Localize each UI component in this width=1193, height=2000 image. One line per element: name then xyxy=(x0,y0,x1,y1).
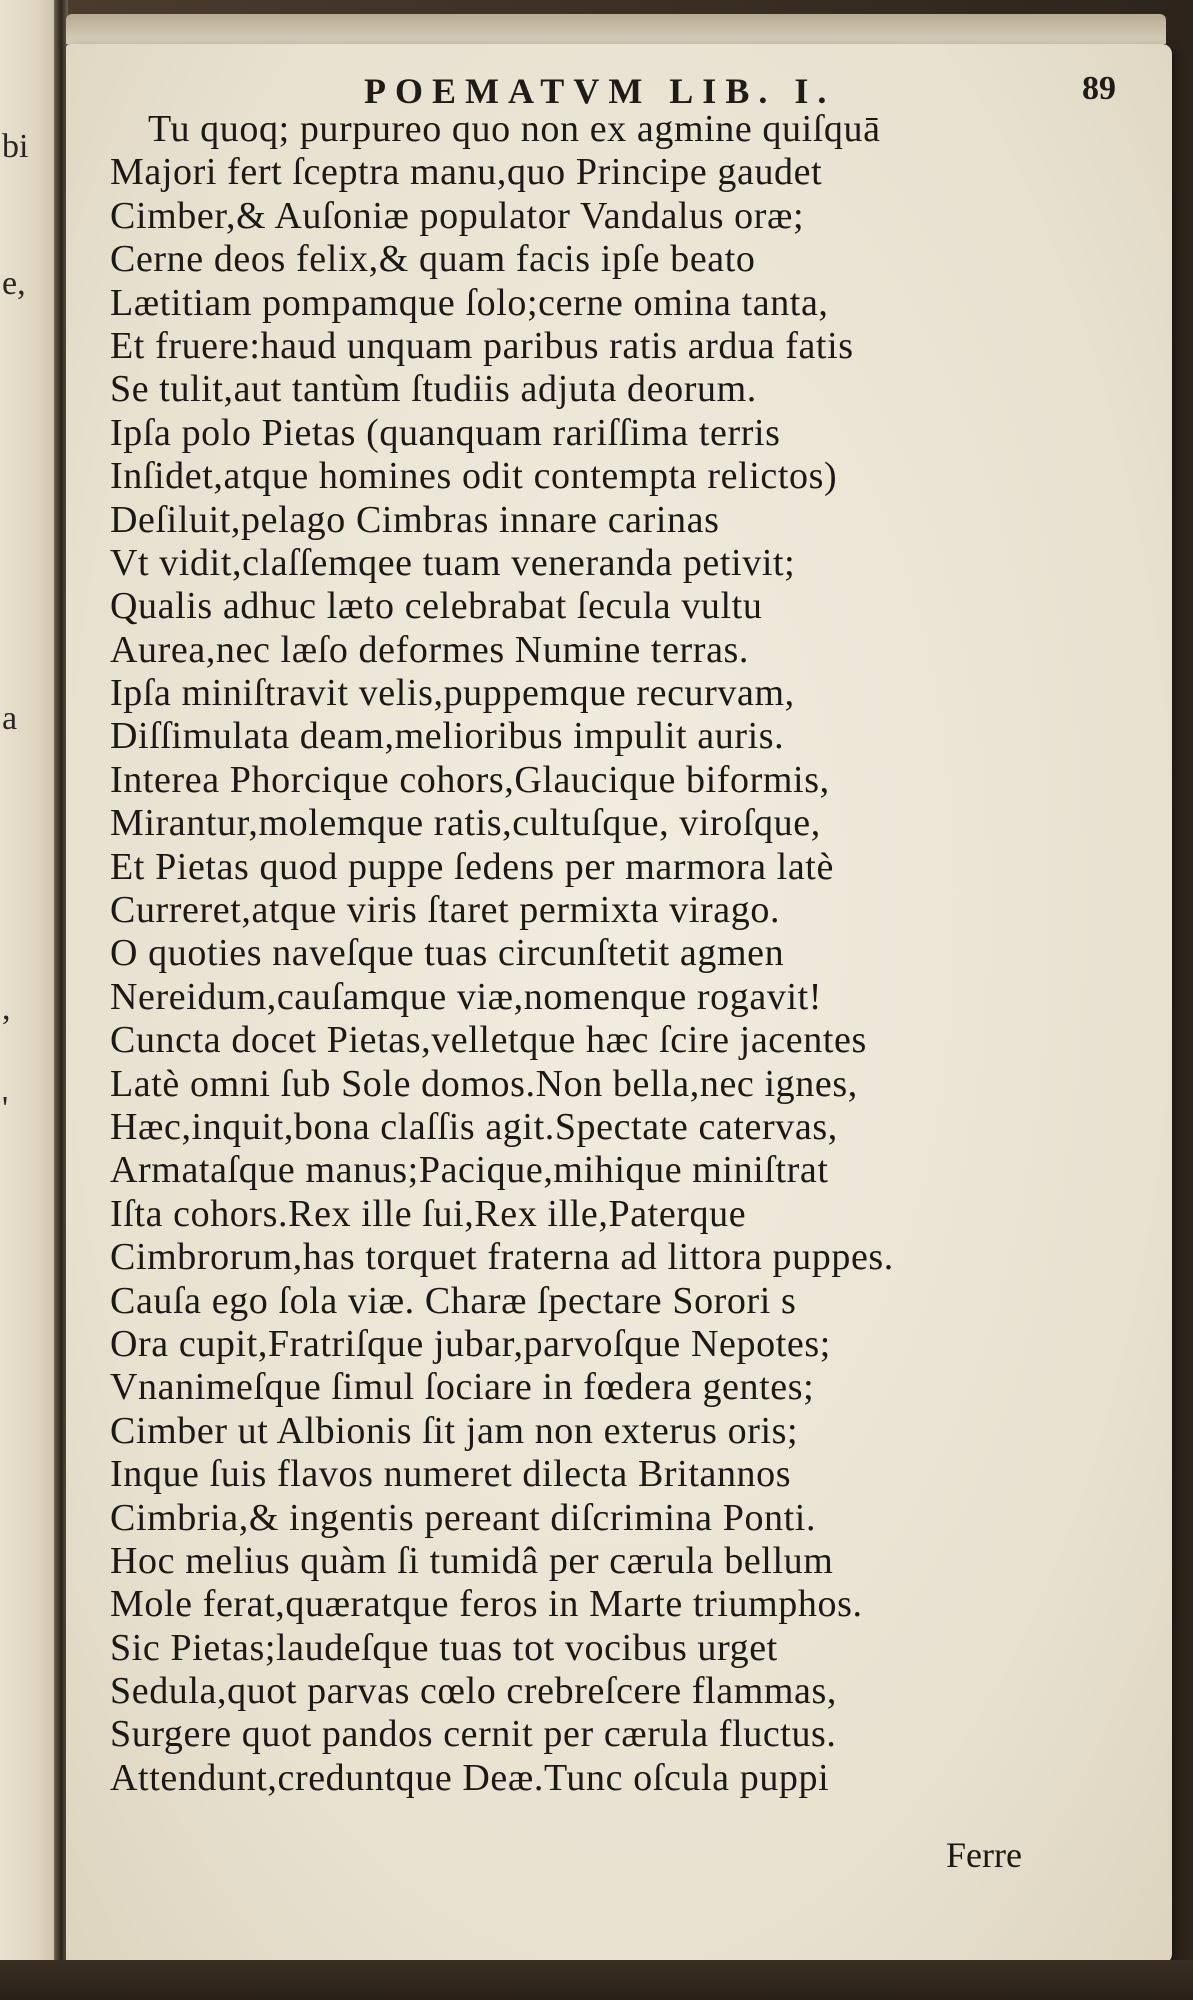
verse-line: Tu quoq; purpureo quo non ex agmine quiſquā xyxy=(148,108,881,150)
verse-line: Curreret,atque viris ſtaret permixta virago. xyxy=(110,889,781,932)
verse-line: Attendunt,creduntque Deæ.Tunc oſcula puppi xyxy=(110,1756,830,1799)
verse-line: Et fruere:haud unquam paribus ratis ardua fatis xyxy=(110,324,854,367)
verse-line: Diſſimulata deam,melioribus impulit auris. xyxy=(110,715,785,758)
verse-line: Inſidet,atque homines odit contempta relictos) xyxy=(110,455,838,498)
verse-line: Cimber ut Albionis ſit jam non exterus oris; xyxy=(110,1409,799,1452)
verse-line: Aurea,nec læſo deformes Numine terras. xyxy=(110,628,750,671)
left-margin-fragment: ' xyxy=(2,1090,9,1127)
verse-line: Vnanimeſque ſimul ſociare in fœdera gentes; xyxy=(110,1366,815,1409)
left-margin-fragment: bi xyxy=(2,128,29,165)
verse-line: Cuncta docet Pietas,velletque hæc ſcire jacentes xyxy=(110,1019,867,1062)
verse-line: Qualis adhuc læto celebrabat ſecula vultu xyxy=(110,585,763,628)
verse-line: Armataſque manus;Pacique,mihique miniſtrat xyxy=(110,1149,829,1192)
verse-line: Sic Pietas;laudeſque tuas tot vocibus urget xyxy=(110,1626,778,1669)
left-margin-fragment: , xyxy=(2,990,11,1027)
verse-line: Sedula,quot parvas cœlo crebreſcere flammas, xyxy=(110,1670,837,1713)
left-margin-fragment: a xyxy=(2,700,18,737)
verse-line: Iſta cohors.Rex ille ſui,Rex ille,Paterque xyxy=(110,1192,747,1235)
binding-bottom-edge xyxy=(0,1960,1193,2000)
verse-line: Ipſa miniſtravit velis,puppemque recurvam, xyxy=(110,672,795,715)
verse-line: Majori fert ſceptra manu,quo Principe gaudet xyxy=(110,151,823,194)
page-top-edge xyxy=(66,14,1166,44)
verse-line: Hæc,inquit,bona claſſis agit.Spectate catervas, xyxy=(110,1105,838,1148)
verse-line: Ipſa polo Pietas (quanquam rariſſima terris xyxy=(110,411,781,454)
verse-line: Ora cupit,Fratriſque jubar,parvoſque Nepotes; xyxy=(110,1322,831,1365)
book-page xyxy=(66,44,1172,1964)
catchword: Ferre xyxy=(946,1835,1022,1875)
verse-line: Cimber,& Auſoniæ populator Vandalus oræ; xyxy=(110,194,805,237)
left-margin-fragment: e, xyxy=(2,265,26,302)
verse-line: Cimbria,& ingentis pereant diſcrimina Ponti. xyxy=(110,1496,817,1539)
running-head: POEMATVM LIB. I. xyxy=(364,71,836,111)
verse-line: Mirantur,molemque ratis,cultuſque, viroſque, xyxy=(110,802,821,845)
verse-line: Deſiluit,pelago Cimbras innare carinas xyxy=(110,498,720,541)
verse-line: Cerne deos felix,& quam facis ipſe beato xyxy=(110,238,756,281)
verse-line: Cauſa ego ſola viæ. Charæ ſpectare Sorori s xyxy=(110,1279,797,1322)
verse-line: Mole ferat,quæratque feros in Marte triumphos. xyxy=(110,1583,863,1626)
verse-line: Cimbrorum,has torquet fraterna ad littora puppes. xyxy=(110,1236,894,1279)
verse-line: Surgere quot pandos cernit per cærula fluctus. xyxy=(110,1713,837,1756)
verse-line: Se tulit,aut tantùm ſtudiis adjuta deorum. xyxy=(110,368,757,411)
poem-text xyxy=(110,108,1070,1800)
verse-line: Hoc melius quàm ſi tumidâ per cærula bellum xyxy=(110,1539,834,1582)
verse-line: Inque ſuis flavos numeret dilecta Britannos xyxy=(110,1453,792,1496)
verse-line: Latè omni ſub Sole domos.Non bella,nec ignes, xyxy=(110,1062,858,1105)
verse-line: Et Pietas quod puppe ſedens per marmora latè xyxy=(110,845,834,888)
left-facing-page-edge xyxy=(0,0,56,2000)
verse-line: Interea Phorcique cohors,Glaucique biformis, xyxy=(110,758,830,801)
verse-line: O quoties naveſque tuas circunſtetit agmen xyxy=(110,932,785,975)
page-number: 89 xyxy=(1082,70,1116,107)
verse-line: Vt vidit,claſſemqee tuam veneranda petivit; xyxy=(110,541,796,584)
verse-line: Lætitiam pompamque ſolo;cerne omina tanta, xyxy=(110,281,829,324)
verse-line: Nereidum,cauſamque viæ,nomenque rogavit! xyxy=(110,975,823,1018)
